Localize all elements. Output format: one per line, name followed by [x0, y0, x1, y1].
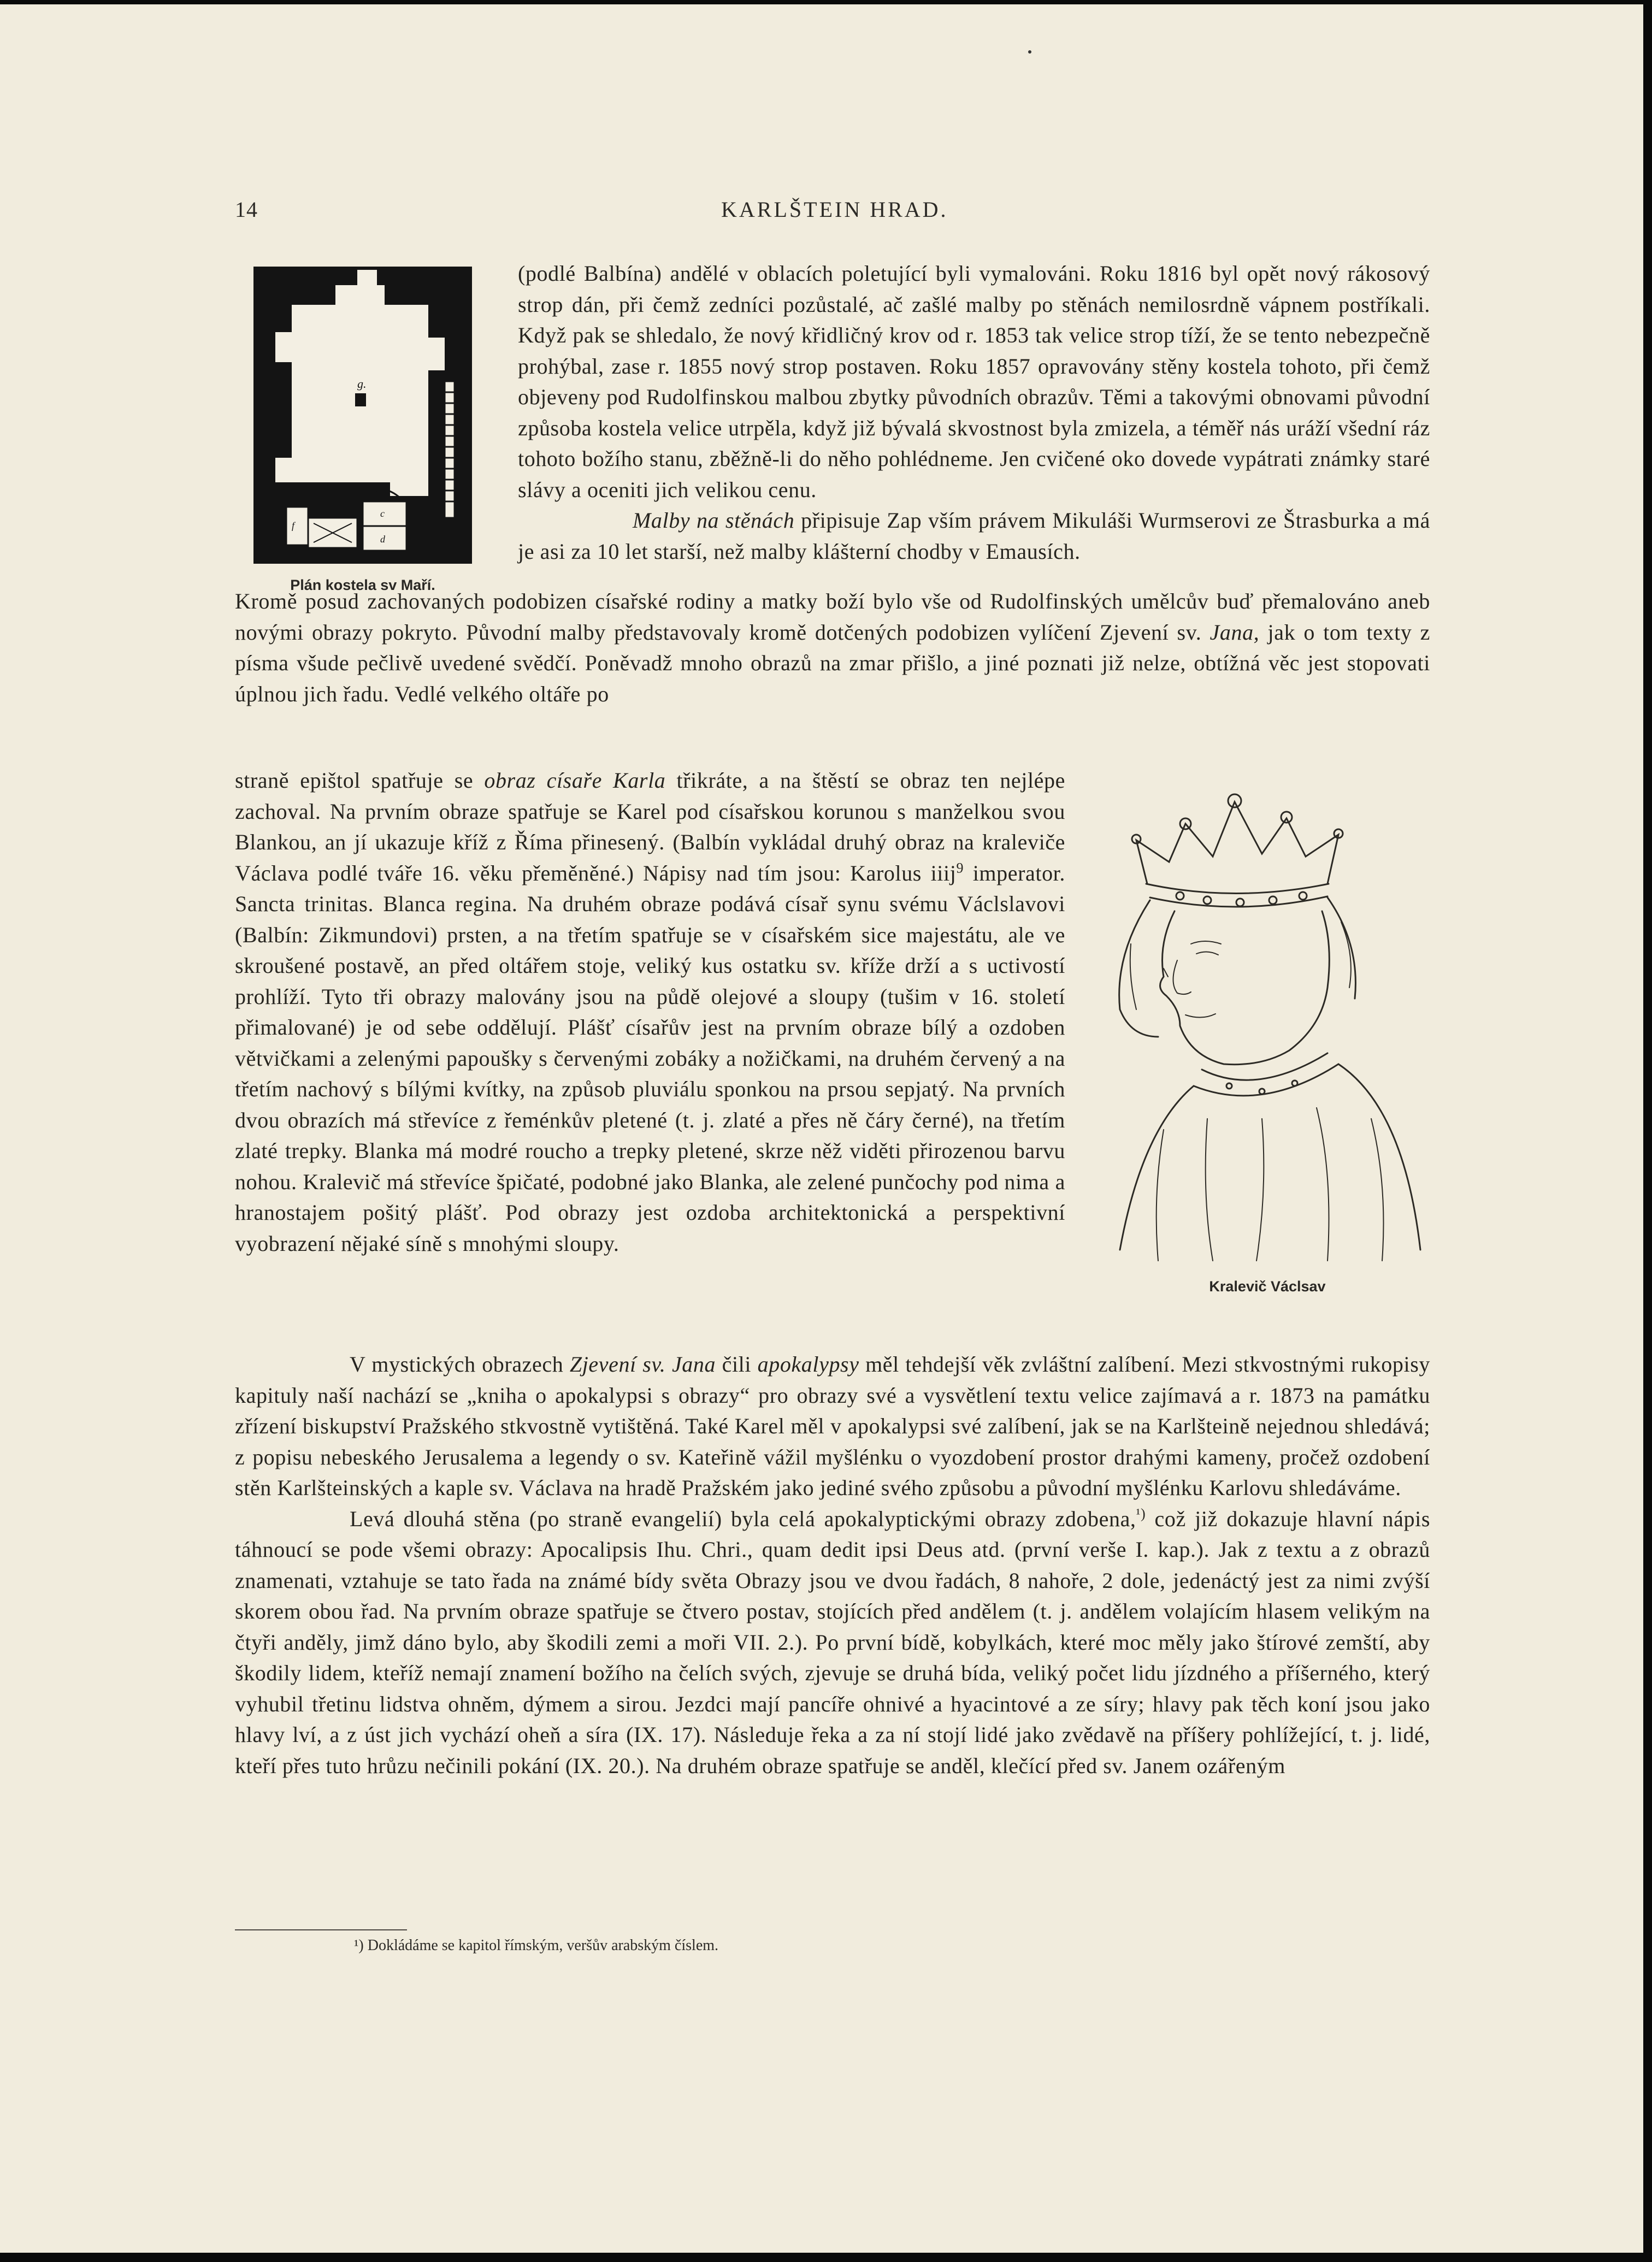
- text-span: Kromě posud zachovaných podobizen císařské rodiny a matky boží bylo vše od Rudolfinských umělcův buď přemalováno aneb novými obrazy pokryto. Původní malby představovaly kromě dotčených podobizen vylíčení Zjevení sv.: [235, 589, 1430, 645]
- paragraph-church-repairs: (podlé Balbína) andělé v oblacích poletující byli vymalováni. Roku 1816 byl opět nový rákosový strop dán, při čemž zedníci pozůstalé, ač zašlé malby po stěnách nemilosrdně vápnem postříkali. Když pak se shledalo, že nový křidličný krov od r. 1853 tak velice strop tíží, že se tento nebezpečně prohýbal, zase r. 1855 nový strop postaven. Roku 1857 opravovány stěny kostela tohoto, při čemž objeveny pod Rudolfinskou malbou zbytky původních obrazův. Těmi a takovými obnovami původní způsoba kostela velice utrpěla, když již bývalá skvostnost byla zmizela, a téměř nás uráží všední ráz tohoto božího stanu, zběžně-li do něho pohlédneme. Jen cvičené oko dovede vypátrati známky staré slávy a oceniti jich velikou cenu.: [518, 261, 1430, 502]
- paragraph-wall-paintings-start: [518, 505, 1430, 567]
- text-full-width-2: [235, 1349, 1430, 1781]
- italic-phrase: Malby na stěnách: [633, 508, 795, 533]
- plan-label-f: f: [292, 520, 295, 531]
- text-span: připisuje Zap vším právem Mikuláši Wurmserovi ze Štrasburka a má je asi za 10 let starší, než malby klášterní chodby v Emausích.: [518, 508, 1430, 564]
- text-span: imperator. Sancta trinitas. Blanca regina. Na druhém obraze podává císař synu svému Václslavovi (Balbín: Zikmundovi) prsten, a na třetím spatřuje se v císařském sice majestátu, ale ve skroušené postavě, an před oltářem stoje, veliký kus ostatku sv. kříže drží a s uctivostí prohlíží. Tyto tři obrazy malovány jsou na půdě olejové a sloupy (tušim v 16. století přimalované) je od sebe oddělují. Plášť císařův jest na prvním obraze bílý a ozdoben větvičkami a zelenými papoušky s červenými zobáky a nožičkami, na druhém červený a na třetím nachový s bílými kvítky, na způsob pluviálu sponkou na prsou sepjatý. Na prvních dvou obrazích má střevíce z řeménkův pletené (t. j. zlaté a přes ně čáry černé), na třetím zlaté trepky. Blanka má modré roucho a trepky pletené, skrze něž viděti přirozenou barvu nohou. Kralevič má střevíce špičaté, podobné jako Blanka, ale zelené punčochy pod nima a hranostajem pošitý plášť. Pod obrazy jest ozdoba architektonická a perspektivní vyobrazení nějaké síně s mnohými sloupy.: [235, 860, 1065, 1256]
- footnote: ¹) Dokládáme se kapitol římským, veršův arabským číslem.: [354, 1937, 719, 1954]
- text-span: Levá dlouhá stěna (po straně evangelií) byla celá apokalyptickými obrazy zdobena,: [350, 1506, 1136, 1531]
- paragraph-emperor-karel: [235, 765, 1065, 1259]
- text-span: straně epištol spatřuje se: [235, 768, 485, 793]
- text-span: V mystických obrazech: [350, 1352, 570, 1377]
- paragraph-wall-paintings-cont: [235, 586, 1430, 710]
- plan-label-a: a: [434, 438, 439, 449]
- book-page: [0, 4, 1643, 2253]
- text-span: měl tehdejší věk zvláštní zalíbení. Mezi stkvostnými rukopisy kapituly naší nachází se „kniha o apokalypsi s obrazy“ pro obrazy své a vysvětlení textu velice zajímavá a r. 1873 na památku zřízení biskupství Pražského stkvostně vytištěná. Také Karel měl v apokalypsi své zalíbení, jak se na Karlšteině nejednou shledává; z popisu nebeského Jerusalema a legendy o sv. Kateřině vážil myšlénku o vyozdobení prostor drahými kameny, pročež ozdobení stěn Karlšteinských a kaple sv. Václava na hradě Pražském jako jediné svého způsobu a původní myšlénku Karlovu shledáváme.: [235, 1352, 1430, 1500]
- plan-label-c: c: [380, 508, 385, 519]
- text-span: jak o tom texty z písma všude pečlivě uvedené svědčí. Poněvadž mnoho obrazů na zmar přišlo, a jiné poznati již nelze, obtížná věc jest stopovati úplnou jich řadu. Vedlé velkého oltáře po: [235, 619, 1430, 706]
- text-column-middle: [235, 765, 1065, 1259]
- floor-plan-drawing: [253, 267, 472, 564]
- italic-phrase: Zjevení sv. Jana: [569, 1352, 716, 1377]
- plan-label-d: d: [380, 534, 385, 545]
- plan-label-e: e: [357, 528, 362, 539]
- plan-label-g: g.: [357, 377, 367, 391]
- superscript: 9: [956, 860, 964, 876]
- crown-drawing: [1132, 794, 1343, 907]
- running-title: KARLŠTEIN HRAD.: [721, 197, 948, 222]
- text-span: čili: [716, 1352, 758, 1377]
- italic-phrase: obraz císaře Karla: [484, 768, 666, 793]
- footnote-reference: ¹): [1136, 1505, 1146, 1522]
- portrait-engraving: [1098, 780, 1437, 1272]
- paragraph-apocalypse: [235, 1349, 1430, 1504]
- footnote-divider: [235, 1929, 407, 1930]
- page-number: 14: [235, 197, 258, 222]
- text-span: což již dokazuje hlavní nápis táhnoucí se pode všemi obrazy: Apocalipsis Ihu. Chri., quam dedit ipsi Deus atd. (první verše I. kap.). Jak z textu a z obrazů znamenati, vztahuje se tato řada na známé bídy světa Obrazy jsou ve dvou řadách, 8 nahoře, 2 dole, jedenáctý jest za nimi zvýší skorem obou řad. Na prvním obraze spatřuje se čtvero postav, stojících před andělem (t. j. andělem volajícím hlasem velikým na čtyři anděly, jimž dáno bylo, aby škodili zemi a moři VII. 2.). Po první bídě, kobylkách, které moc měly jako štírové zemští, aby škodily lidem, kteříž nemají znamení božího na čelích svých, zjevuje se druhá bída, veliký počet lidu jízdného a příšerného, který vyhubil třetinu lidstva ohněm, dýmem a sirou. Jezdci mají pancíře ohnivé a hyacintové a ze síry; hlavy pak těch koní jsou jako hlavy lví, a z úst jich vychází oheň a síra (IX. 17). Následuje řeka a za ní stojí lidé jako zvědavě na příšery pohlížející, t. j. lidé, kteří přes tuto hrůzu nečinili pokání (IX. 20.). Na druhém obraze spatřuje se anděl, klečící před sv. Janem ozářeným: [235, 1506, 1430, 1778]
- portrait-caption: Kralevič Václsav: [1209, 1278, 1326, 1295]
- portrait-figure: [1098, 780, 1437, 1295]
- italic-phrase: apokalypsy: [757, 1352, 859, 1377]
- text-full-width-1: [235, 586, 1430, 710]
- text-span: třikráte, a na štěstí se obraz ten nejlépe zachoval. Na prvním obraze spatřuje se Karel pod císařskou korunou s manželkou svou Blankou, an jí ukazuje kříž z Říma přinesený. (Balbín vykládal druhý obraz na kraleviče Václava podlé tváře 16. věku přeměněné.) Nápisy nad tím jsou: Karolus iiij: [235, 768, 1065, 885]
- text-column-top: [518, 258, 1430, 567]
- page-speck: [1028, 50, 1031, 54]
- floor-plan-caption: Plán kostela sv Maří.: [290, 577, 435, 593]
- paragraph-left-wall: [235, 1504, 1430, 1782]
- italic-phrase: Jana,: [1210, 619, 1260, 645]
- floor-plan-figure: [253, 267, 472, 594]
